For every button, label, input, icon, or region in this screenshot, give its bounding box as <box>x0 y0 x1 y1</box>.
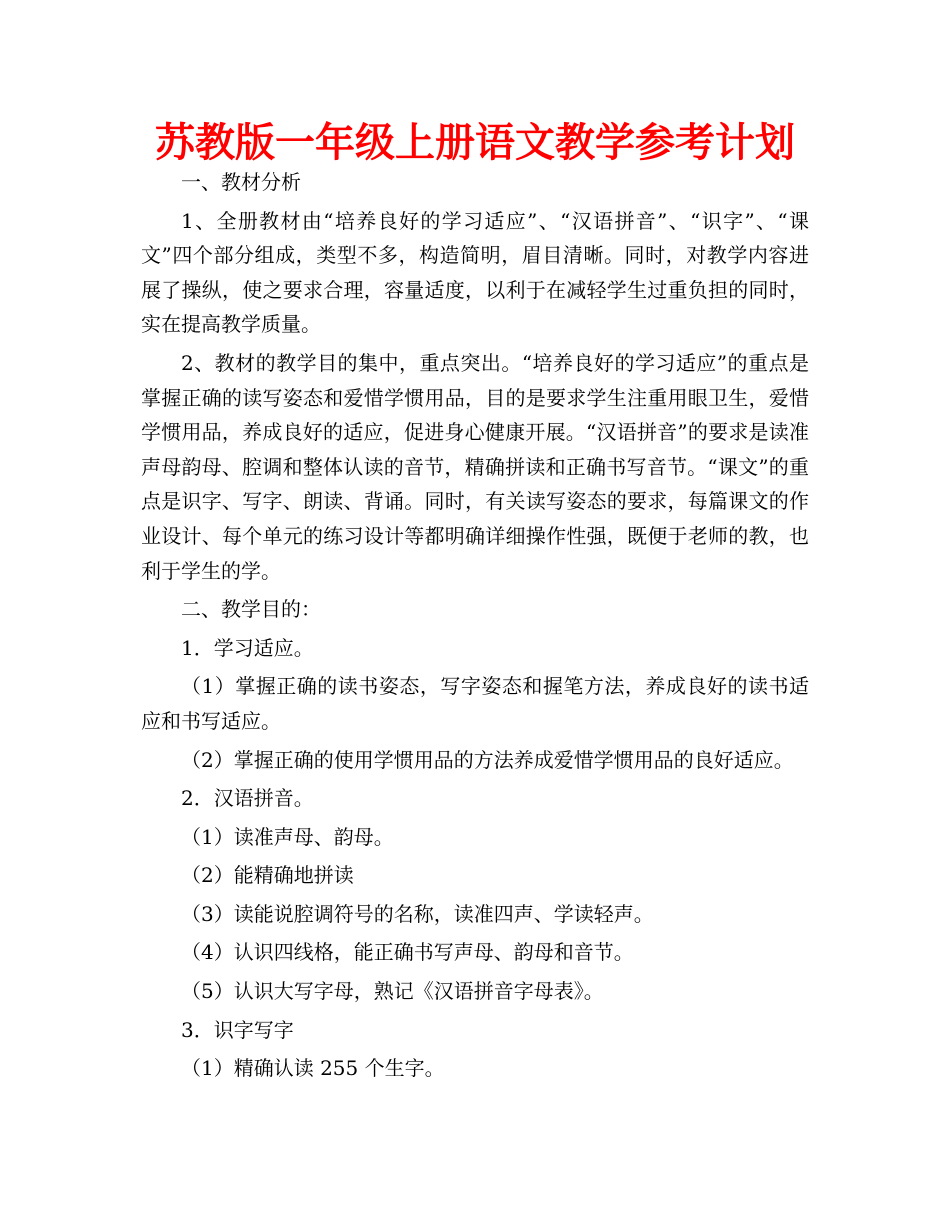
document-body <box>141 165 809 1086</box>
subheading-literacy-writing: 3．识字写字 <box>181 1017 294 1042</box>
document-title: 苏教版一年级上册语文教学参考计划 <box>155 120 795 166</box>
section-heading-teaching-goals: 二、教学目的： <box>181 597 321 622</box>
list-item-four-line-grid: （4）认识四线格，能正确书写声母、韵母和音节。 <box>181 940 634 965</box>
list-item-spelling: （2）能精确地拼读 <box>181 863 354 888</box>
list-item-characters: （1）精确认读 255 个生字。 <box>181 1056 445 1081</box>
list-item-capital-letters: （5）认识大写字母，熟记《汉语拼音字母表》。 <box>181 979 604 1004</box>
section-heading-textbook-analysis: 一、教材分析 <box>181 170 301 194</box>
list-item-tones: （3）读能说腔调符号的名称，读准四声、学读轻声。 <box>181 901 654 926</box>
list-item-school-supplies: （2）掌握正确的使用学惯用品的方法养成爱惜学惯用品的良好适应。 <box>181 747 794 772</box>
list-item-reading-posture: （1）掌握正确的读书姿态，写字姿态和握笔方法，养成良好的读书适应和书写适应。 <box>141 674 809 733</box>
subheading-pinyin: 2．汉语拼音。 <box>181 786 314 811</box>
list-item-initials-finals: （1）读准声母、韵母。 <box>181 824 394 849</box>
paragraph-textbook-composition: 1、全册教材由“培养良好的学习适应”、“汉语拼音”、“识字”、“课文”四个部分组成，类型不多，构造简明，眉目清晰。同时，对教学内容进展了操纵，使之要求合理，容量适度，以利于在减轻学生过重负担的同时，实在提高教学质量。 <box>141 208 809 337</box>
subheading-learning-habits: 1．学习适应。 <box>181 635 314 660</box>
paragraph-teaching-focus: 2、教材的教学目的集中，重点突出。“培养良好的学习适应”的重点是掌握正确的读写姿态和爱惜学惯用品，目的是要求学生注重用眼卫生，爱惜学惯用品，养成良好的适应，促进身心健康开展。“汉语拼音”的要求是读准声母韵母、腔调和整体认读的音节，精确拼读和正确书写音节。“课文”的重点是识字、写字、朗读、背诵。同时，有关读写姿态的要求，每篇课文的作业设计、每个单元的练习设计等都明确详细操作性强，既便于老师的教，也利于学生的学。 <box>141 350 809 583</box>
